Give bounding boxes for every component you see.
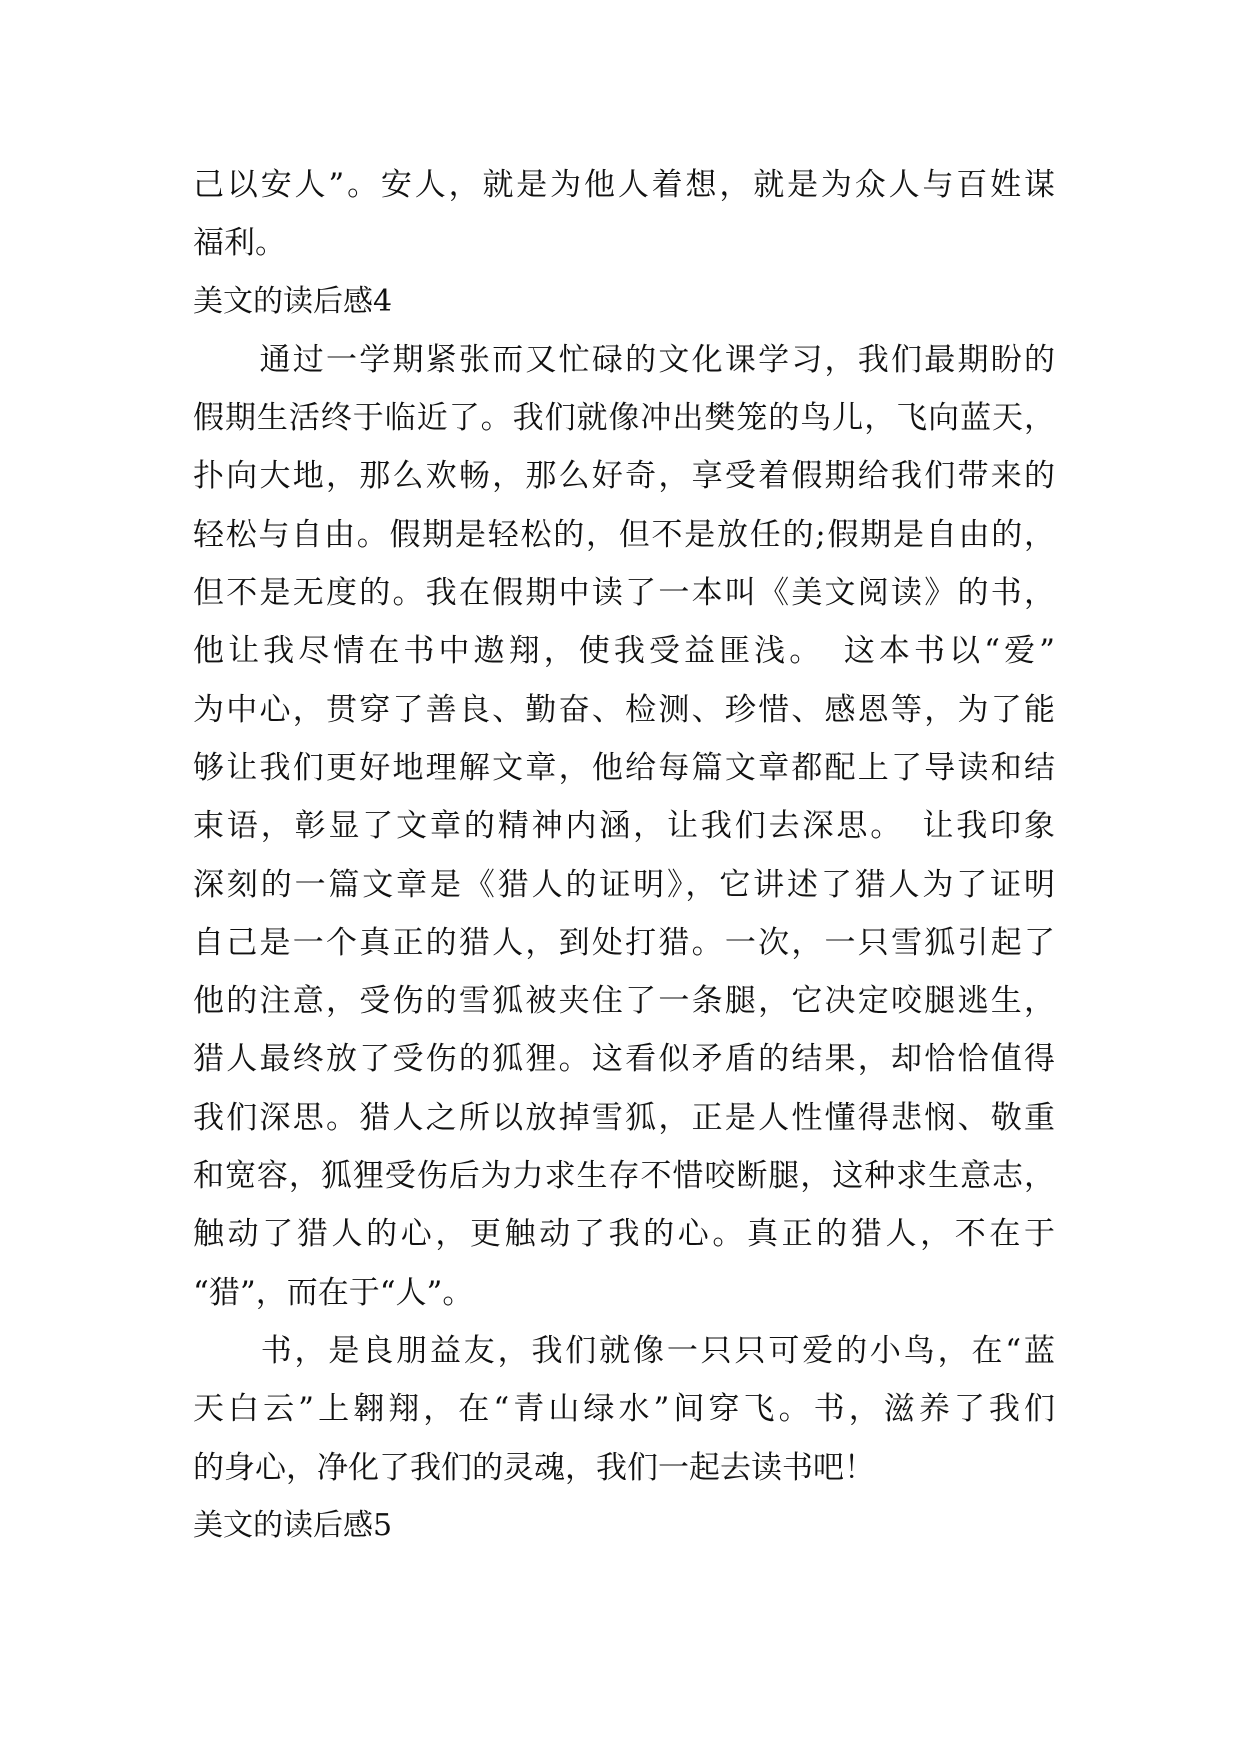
text-line: 和宽容，狐狸受伤后为力求生存不惜咬断腿，这种求生意志， [193,1158,1055,1195]
text-line: 通过一学期紧张而又忙碌的文化课学习，我们最期盼的 [193,341,1055,378]
text-line: 为中心，贯穿了善良、勤奋、检测、珍惜、感恩等，为了能 [193,691,1055,728]
text-line: 我们深思。猎人之所以放掉雪狐，正是人性懂得悲悯、敬重 [193,1099,1055,1136]
text-line: 触动了猎人的心，更触动了我的心。真正的猎人，不在于 [193,1216,1055,1253]
text-line: 书，是良朋益友，我们就像一只只可爱的小鸟，在“蓝 [193,1332,1055,1369]
text-line: 他的注意，受伤的雪狐被夹住了一条腿，它决定咬腿逃生， [193,983,1055,1020]
text-line: 他让我尽情在书中遨翔，使我受益匪浅。 这本书以“爱” [193,633,1055,670]
text-line: 够让我们更好地理解文章，他给每篇文章都配上了导读和结 [193,749,1055,786]
text-line: 己以安人”。安人，就是为他人着想，就是为众人与百姓谋 [193,167,1055,203]
text-line: 自己是一个真正的猎人，到处打猎。一次，一只雪狐引起了 [193,924,1055,961]
text-line: 但不是无度的。我在假期中读了一本叫《美文阅读》的书， [193,575,1055,612]
text-line: 天白云”上翱翔，在“青山绿水”间穿飞。书，滋养了我们 [193,1391,1055,1428]
text-line: “猎”，而在于“人”。 [193,1274,474,1311]
text-line: 猎人最终放了受伤的狐狸。这看似矛盾的结果，却恰恰值得 [193,1041,1055,1078]
section-heading: 美文的读后感5 [193,1507,393,1543]
text-line: 轻松与自由。假期是轻松的，但不是放任的;假期是自由的， [193,516,1055,553]
text-line: 束语，彰显了文章的精神内涵，让我们去深思。 让我印象 [193,808,1055,845]
document-body [193,156,1055,1555]
text-line: 的身心，净化了我们的灵魂，我们一起去读书吧！ [193,1449,875,1486]
text-line: 扑向大地，那么欢畅，那么好奇，享受着假期给我们带来的 [193,458,1055,495]
text-line: 假期生活终于临近了。我们就像冲出樊笼的鸟儿，飞向蓝天， [193,400,1055,437]
section-heading: 美文的读后感4 [193,283,393,319]
text-line: 深刻的一篇文章是《猎人的证明》，它讲述了猎人为了证明 [193,866,1055,903]
text-line: 福利。 [193,225,286,262]
